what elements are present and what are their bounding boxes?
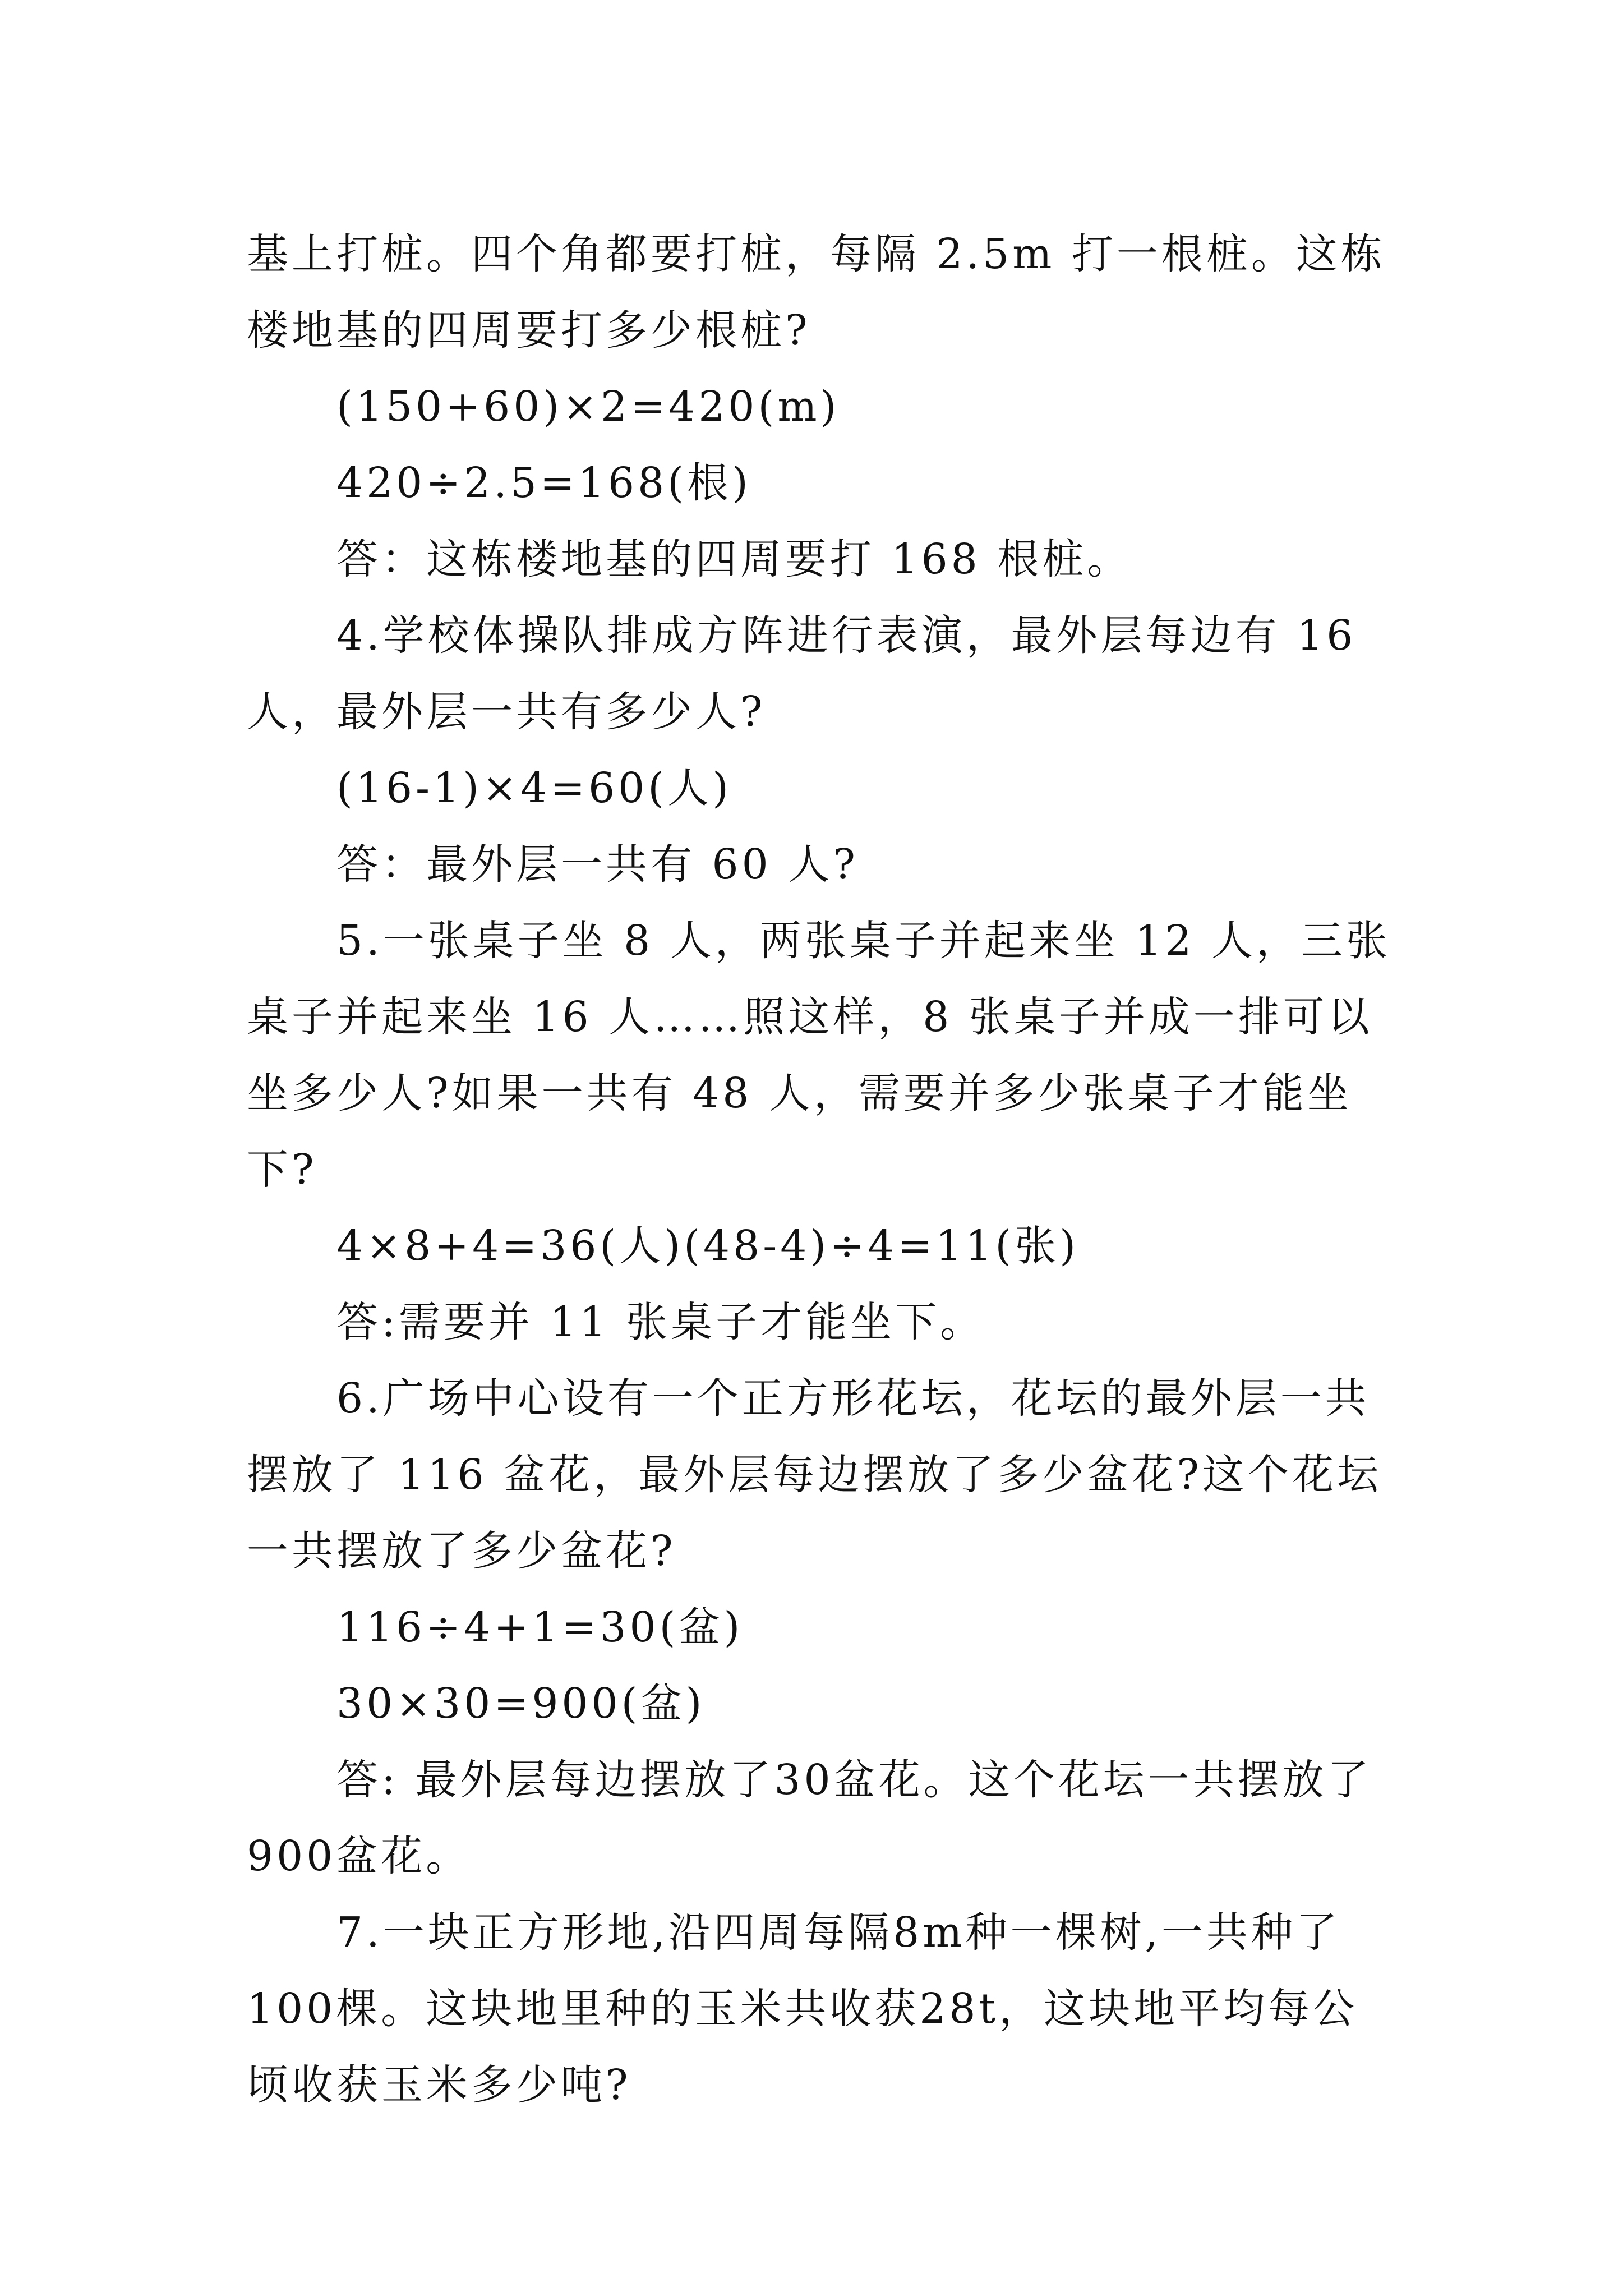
formula-problem-4: (16-1)×4=60(人) [336,764,732,812]
formula-perimeter: (150+60)×2=420(m) [336,383,840,431]
answer-problem-6: 答: 最外层每边摆放了30盆花。这个花坛一共摆放了900盆花。 [247,1756,1372,1880]
formula-problem-6-side: 116÷4+1=30(盆) [336,1603,744,1651]
paragraph-problem-7: 7.一块正方形地,沿四周每隔8m种一棵树,一共种了100棵。这块地里种的玉米共收获28t，这块地平均每公顷收获玉米多少吨? [247,1908,1358,2109]
paragraph-problem-6: 6.广场中心设有一个正方形花坛，花坛的最外层一共摆放了 116 盆花，最外层每边摆放了多少盆花?这个花坛一共摆放了多少盆花? [247,1374,1382,1575]
answer-problem-5: 答:需要并 11 张桌子才能坐下。 [336,1298,985,1346]
paragraph-problem-5: 5.一张桌子坐 8 人，两张桌子并起来坐 12 人，三张桌子并起来坐 16 人……照这样，8 张桌子并成一排可以坐多少人?如果一共有 48 人，需要并多少张桌子才能坐下? [247,917,1391,1194]
formula-problem-5: 4×8+4=36(人)(48-4)÷4=11(张) [336,1222,1080,1270]
formula-problem-6-total: 30×30=900(盆) [336,1680,706,1728]
answer-problem-3: 答：这栋楼地基的四周要打 168 根桩。 [336,535,1132,583]
paragraph-problem-4: 4.学校体操队排成方阵进行表演，最外层每边有 16 人，最外层一共有多少人? [247,611,1357,736]
page-body [247,216,1391,2123]
formula-pile-count: 420÷2.5=168(根) [336,459,751,507]
answer-problem-4: 答：最外层一共有 60 人? [336,840,859,889]
paragraph-problem-3-continued: 基上打桩。四个角都要打桩，每隔 2.5m 打一根桩。这栋楼地基的四周要打多少根桩? [247,230,1386,355]
